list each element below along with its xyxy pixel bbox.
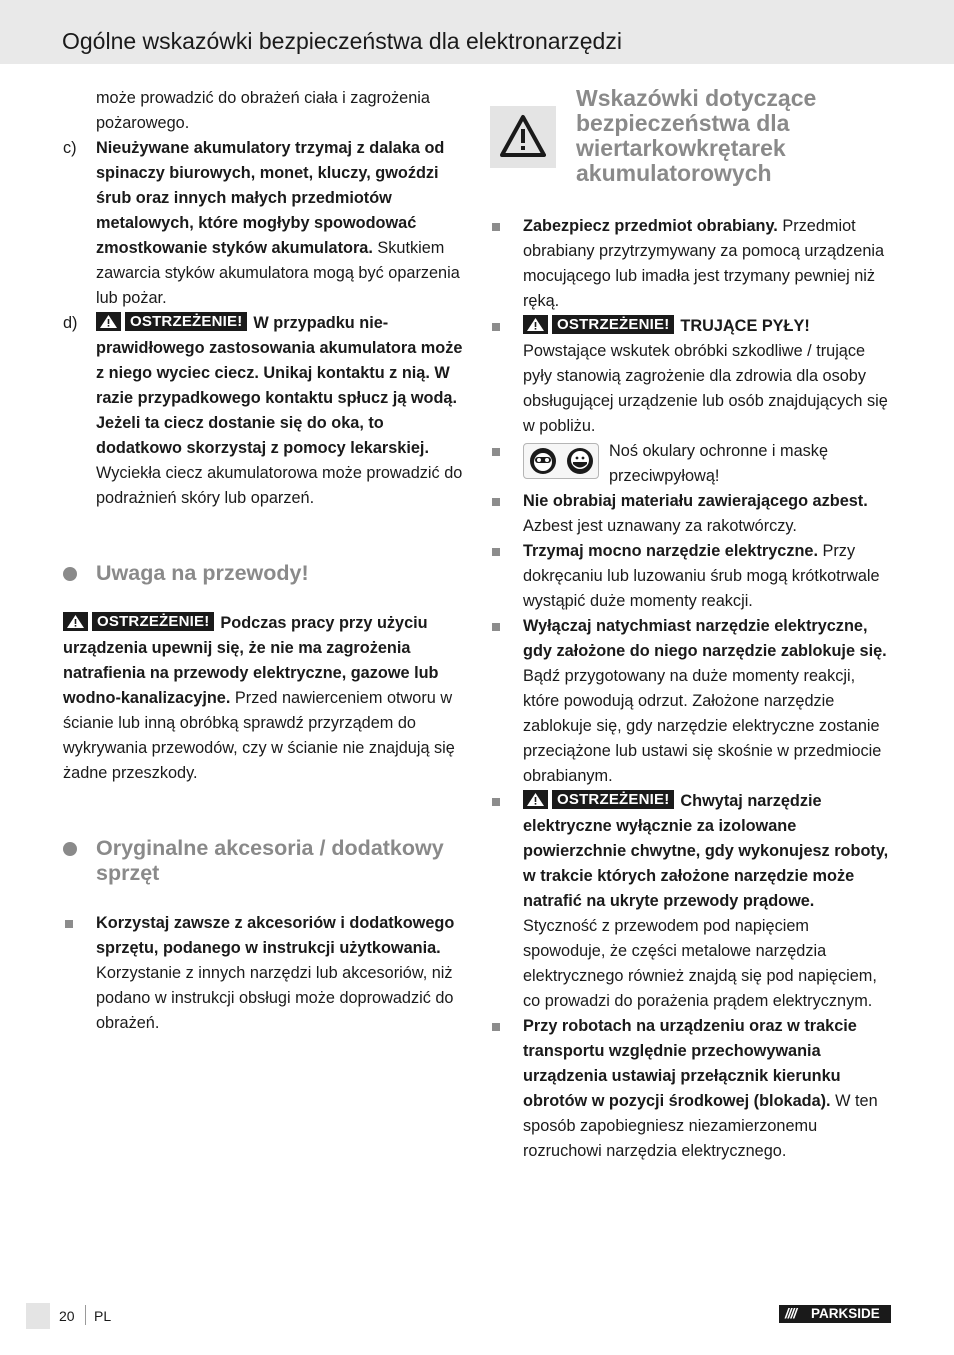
square-bullet-icon <box>490 1014 523 1164</box>
logo-text: PARKSIDE <box>811 1306 880 1321</box>
warning-label <box>523 790 680 809</box>
bullet-text <box>523 214 892 314</box>
square-bullet-icon <box>63 911 96 1036</box>
bullet-text <box>523 439 892 489</box>
bullet-text <box>96 911 463 1036</box>
warning-label <box>96 312 253 331</box>
bullet-dot-icon <box>63 567 77 581</box>
warning-triangle-icon <box>96 312 121 331</box>
regular-text: W ten sposób zapobiegniesz niezamierzonemu rozruchowi narzędzia elektrycznego. <box>523 1092 878 1160</box>
warning-word: OSTRZEŻENIE! <box>552 790 674 809</box>
accessories-bullet <box>63 911 463 1036</box>
warning-triangle-icon <box>63 612 88 631</box>
bullet-text <box>523 1014 892 1164</box>
bullet-ppe <box>490 439 892 489</box>
warning-word: OSTRZEŻENIE! <box>125 312 247 331</box>
warning-triangle-icon <box>500 114 546 158</box>
item-bold-text: W przypadku nieprawidłowego zastosowania akumulatora może z niego wyciec ciecz. Unikaj kontaktu z nią. W razie przypadkowego kontaktu spłucz ją wodą. Jeżeli ta ciecz dostanie się do oka, to dodatkowo skorzystaj z pomocy lekarskiej. <box>96 314 463 457</box>
bullet-text <box>523 789 892 1014</box>
item-bold-text: Nieużywane akumulatory trzymaj z dalaka od spinaczy biurowych, monet, kluczy, gwoździ śrub oraz innych małych przedmiotów metalowych, które mogłyby spowodować zmostkowanie styków akumulatora. <box>96 139 445 257</box>
bold-text: Przy robotach na urządzeniu oraz w trakcie transportu względnie przechowywania urządzenia ustawiaj przełącznik kierunku obrotów w pozycji środkowej (blokada). <box>523 1017 857 1110</box>
regular-text: Korzystanie z innych narzędzi lub akcesoriów, niż podano w instrukcji obsługi może doprowadzić do obrażeń. <box>96 964 454 1032</box>
bullet-dot-icon <box>63 842 77 856</box>
warning-triangle-icon <box>523 315 548 334</box>
warning-word: OSTRZEŻENIE! <box>552 315 674 334</box>
section-heading-text: Oryginalne akcesoria / dodatkowy sprzęt <box>96 836 444 885</box>
page-header <box>0 0 954 64</box>
square-bullet-icon <box>490 214 523 314</box>
section-heading-cables <box>63 561 463 586</box>
section-heading-accessories <box>63 836 463 886</box>
bold-text: Trzymaj mocno narzędzie elektryczne. <box>523 542 818 560</box>
bullet-text <box>523 489 892 539</box>
bullet-toxic-dust <box>490 314 892 439</box>
regular-text: Przedmiot obrabiany przytrzymywany za pomocą urządzenia mocującego lub imadła jest trzymany pewniej niż ręką. <box>523 217 885 310</box>
safety-goggles-icon <box>529 447 557 475</box>
bold-text: Zabezpiecz przedmiot obrabiany. <box>523 217 778 235</box>
warning-label <box>63 612 220 631</box>
warning-box <box>490 106 556 168</box>
bullet-text <box>523 614 892 789</box>
regular-text: Bądź przygotowany na duże momenty reakcji, które powodują odrzut. Założone narzędzie zablokuje się, gdy narzędzie elektryczne zostanie przeciążone lub ustawi się skośnie w przedmiocie obrabianym. <box>523 667 882 785</box>
bold-text: Podczas pracy przy użyciu urządzenia upewnij się, że nie ma zagrożenia natrafienia na przewody elektryczne, gazowe lub wodno-kanalizacyjne. <box>63 614 439 707</box>
cables-warning-paragraph <box>63 611 463 786</box>
list-item-d <box>63 311 463 511</box>
right-column <box>490 86 892 1164</box>
square-bullet-icon <box>490 314 523 439</box>
logo-slashes-icon: //// <box>785 1306 797 1321</box>
page-number: 20 <box>59 1308 75 1324</box>
warning-word: OSTRZEŻENIE! <box>92 612 214 631</box>
bullet-asbestos <box>490 489 892 539</box>
square-bullet-icon <box>490 789 523 1014</box>
footer-divider <box>85 1305 86 1325</box>
bullet-secure-workpiece <box>490 214 892 314</box>
square-bullet-icon <box>490 489 523 539</box>
bold-text: Korzystaj zawsze z akcesoriów i dodatkowego sprzętu, podanego w instrukcji użytkowania. <box>96 914 455 957</box>
bullet-insulated-grip <box>490 789 892 1014</box>
footer-marker <box>26 1303 50 1329</box>
bold-text: TRUJĄCE PYŁY! <box>680 317 810 335</box>
warning-triangle-icon <box>523 790 548 809</box>
bullet-direction-switch <box>490 1014 892 1164</box>
item-text <box>96 136 463 311</box>
ppe-icons <box>523 443 599 479</box>
drill-safety-title: Wskazówki dotyczące bezpieczeństwa dla wiertarkowkrętarek akumulatorowych <box>576 85 817 186</box>
item-label: c) <box>63 139 77 157</box>
bullet-text <box>523 539 892 614</box>
left-column <box>63 86 463 1036</box>
warning-label <box>523 315 680 334</box>
page-title: Ogólne wskazówki bezpieczeństwa dla elektronarzędzi <box>62 28 622 54</box>
item-regular-text: Skutkiem zawarcia styków akumulatora mogą być oparzenia lub pożar. <box>96 239 460 307</box>
bold-text: Chwytaj narzędzie elektryczne wyłącznie za izolowane powierzchnie chwytne, gdy wykonujesz roboty, w trakcie których założone narzędzie może natrafić na ukryte przewody prądowe. <box>523 792 889 910</box>
section-heading-text: Uwaga na przewody! <box>96 561 309 585</box>
item-label: d) <box>63 314 78 332</box>
item-regular-text: Wyciekła ciecz akumulatorowa może prowadzić do podrażnień skóry lub oparzeń. <box>96 464 463 507</box>
regular-text: Styczność z przewodem pod napięciem spowoduje, że części metalowe narzędzia elektrycznego również znajdą się pod napięciem, co prowadzi do porażenia prądem elektrycznym. <box>523 917 877 1010</box>
regular-text: Przed nawierceniem otworu w ścianie lub inną obróbką sprawdź przyrządem do wykrywania przewodów, czy w ścianie nie znajdują się żadne przeszkody. <box>63 689 455 782</box>
parkside-logo <box>779 1305 891 1323</box>
bold-text: Nie obrabiaj materiału zawierającego azbest. <box>523 492 868 510</box>
language-code: PL <box>94 1308 112 1324</box>
bullet-switch-off <box>490 614 892 789</box>
regular-text: Noś okulary ochronne i maskę przeciwpyłową! <box>609 442 828 485</box>
bold-text: Wyłączaj natychmiast narzędzie elektryczne, gdy założone do niego narzędzie zablokuje się. <box>523 617 887 660</box>
continued-text: może prowadzić do obrażeń ciała i zagrożenia pożarowego. <box>96 89 430 132</box>
list-item-c <box>63 136 463 311</box>
item-text <box>96 311 463 511</box>
bullet-hold-tool <box>490 539 892 614</box>
square-bullet-icon <box>490 539 523 614</box>
square-bullet-icon <box>490 614 523 789</box>
regular-text: Azbest jest uznawany za rakotwórczy. <box>523 517 797 535</box>
bullet-text <box>523 314 892 439</box>
square-bullet-icon <box>490 439 523 489</box>
drill-safety-heading <box>490 86 892 186</box>
regular-text: Powstające wskutek obróbki szkodliwe / trujące pyły stanowią zagrożenie dla zdrowia dla osoby obsługującej urządzenie lub osób znajdujących się w pobliżu. <box>523 342 888 435</box>
regular-text: Przy dokręcaniu lub luzowaniu śrub mogą krótkotrwale wystąpić duże momenty reakcji. <box>523 542 880 610</box>
dust-mask-icon <box>566 447 594 475</box>
